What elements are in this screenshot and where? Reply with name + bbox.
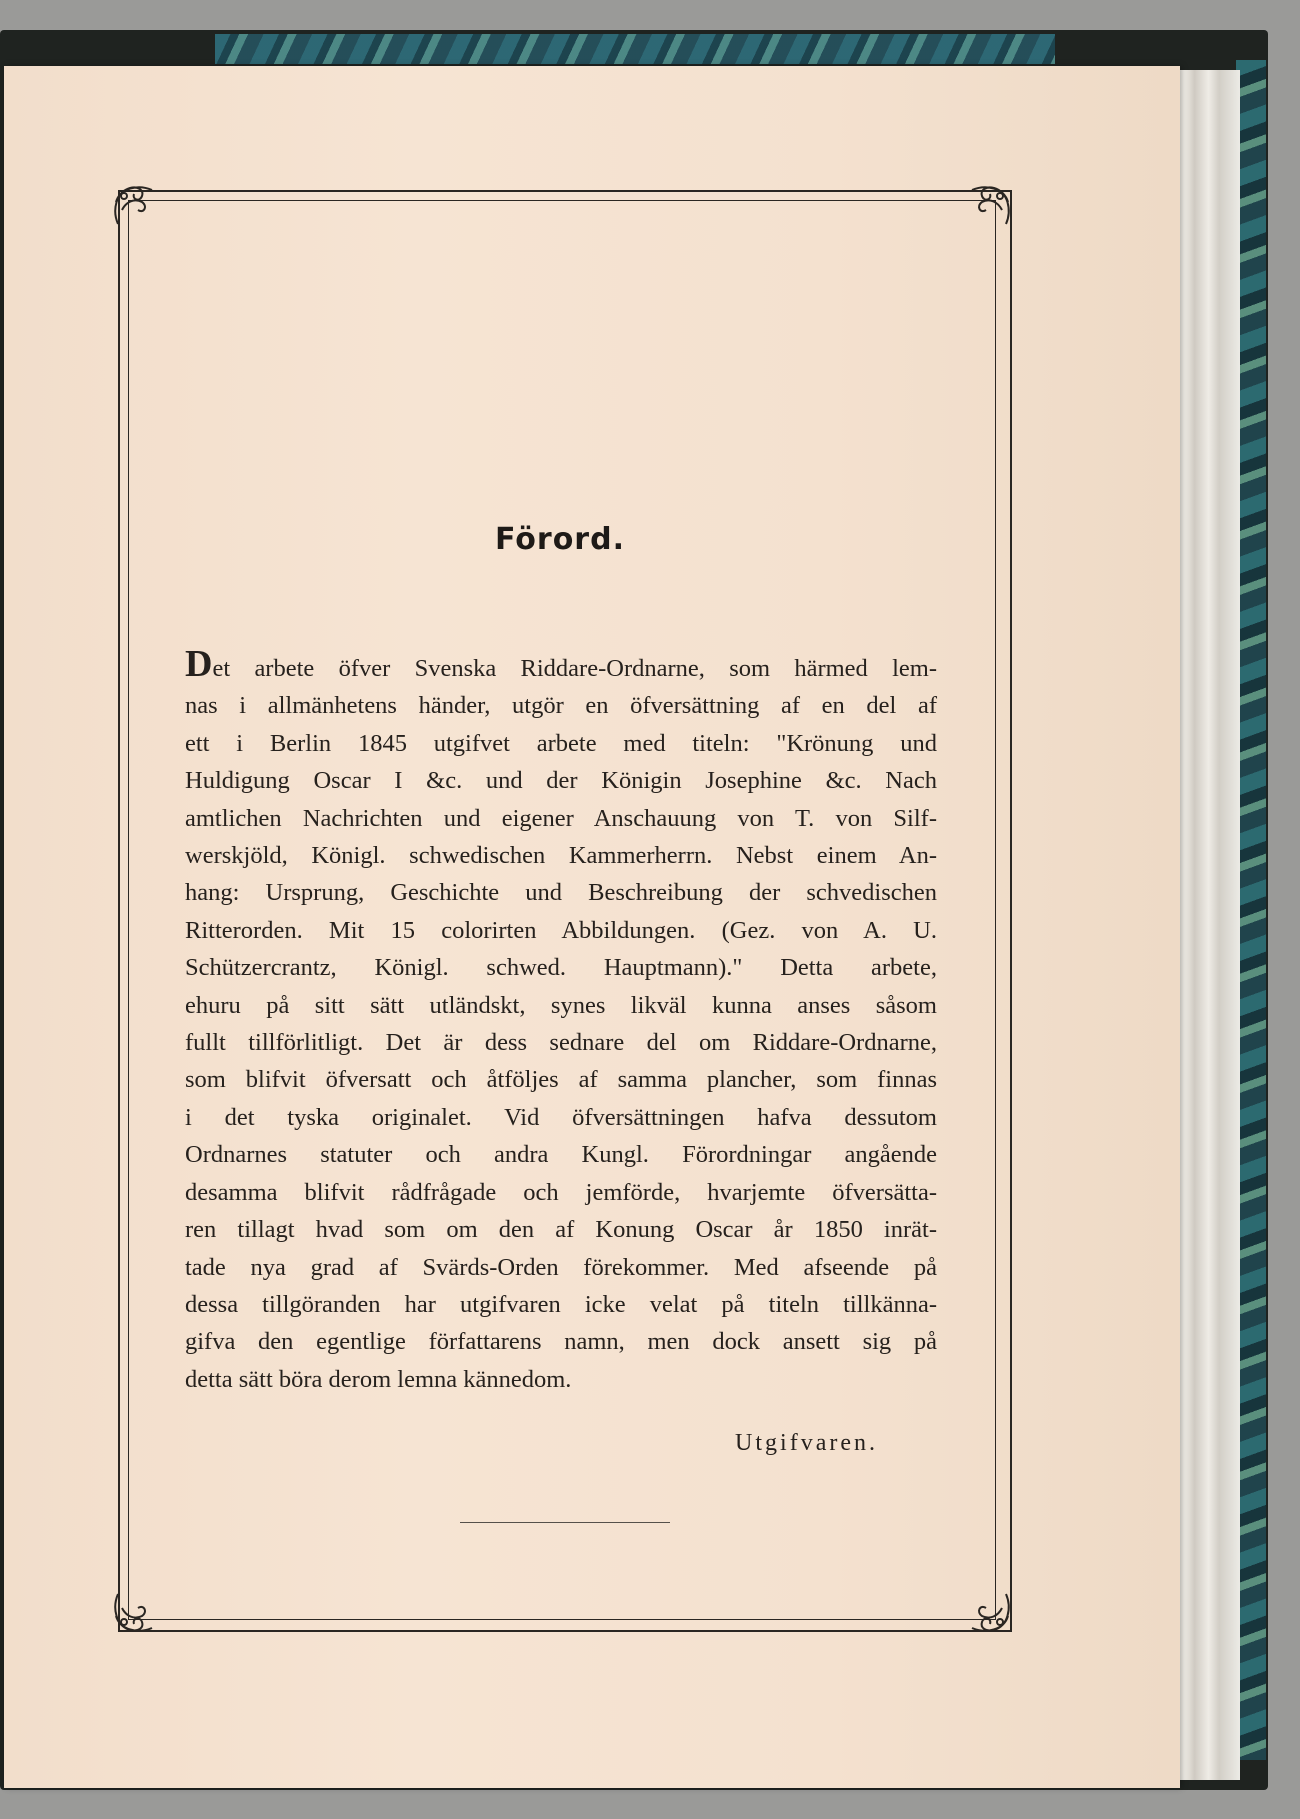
text-line: detta sätt böra derom lemna kännedom. — [185, 1365, 572, 1393]
text-line: Schützercrantz, Königl. schwed. Hauptmann)." Detta arbete, — [185, 954, 937, 982]
corner-ornament-icon — [962, 180, 1016, 234]
text-line: werskjöld, Königl. schwedischen Kammerherrn. Nebst einem An- — [185, 842, 937, 870]
text-line: tade nya grad af Svärds-Orden förekommer. Med afseende på — [185, 1253, 937, 1281]
closing-rule — [460, 1522, 670, 1523]
text-line: Ordnarnes statuter och andra Kungl. Förordningar angående — [185, 1141, 937, 1169]
signature: Utgifvaren. — [735, 1430, 878, 1456]
page-edges — [1170, 70, 1240, 1780]
text-line: Ritterorden. Mit 15 colorirten Abbildungen. (Gez. von A. U. — [185, 916, 937, 944]
text-line: ren tillagt hvad som om den af Konung Oscar år 1850 inrät- — [185, 1216, 937, 1244]
text-line: hang: Ursprung, Geschichte und Beschreibung der schvedischen — [185, 879, 937, 907]
text-line: desamma blifvit rådfrågade och jemförde, hvarjemte öfversätta- — [185, 1178, 937, 1206]
text-line: ett i Berlin 1845 utgifvet arbete med titeln: "Krönung und — [185, 729, 937, 757]
marbled-edge-top — [215, 34, 1055, 64]
text-line: dessa tillgöranden har utgifvaren icke velat på titeln tillkänna- — [185, 1290, 937, 1318]
text-line: amtlichen Nachrichten und eigener Anschauung von T. von Silf- — [185, 804, 937, 832]
text-line: Huldigung Oscar I &c. und der Königin Josephine &c. Nach — [185, 767, 937, 795]
corner-ornament-icon — [108, 1584, 162, 1638]
marbled-edge-right — [1236, 60, 1266, 1760]
text-line: i det tyska originalet. Vid öfversättningen hafva dessutom — [185, 1103, 937, 1131]
text-line: ehuru på sitt sätt utländskt, synes likväl kunna anses såsom — [185, 991, 937, 1019]
corner-ornament-icon — [962, 1584, 1016, 1638]
text-line: gifva den egentlige författarens namn, men dock ansett sig på — [185, 1328, 937, 1356]
text-line: Det arbete öfver Svenska Riddare-Ordnarne, som härmed lem- — [185, 643, 937, 685]
text-line: nas i allmänhetens händer, utgör en öfversättning af en del af — [185, 692, 937, 720]
drop-cap: D — [185, 643, 213, 685]
body-text — [185, 645, 937, 1398]
text-line: som blifvit öfversatt och åtföljes af samma plancher, som finnas — [185, 1066, 937, 1094]
text-line: fullt tillförlitligt. Det är dess sednare del om Riddare-Ordnarne, — [185, 1029, 937, 1057]
corner-ornament-icon — [108, 180, 162, 234]
page-title: Förord. — [495, 522, 625, 557]
